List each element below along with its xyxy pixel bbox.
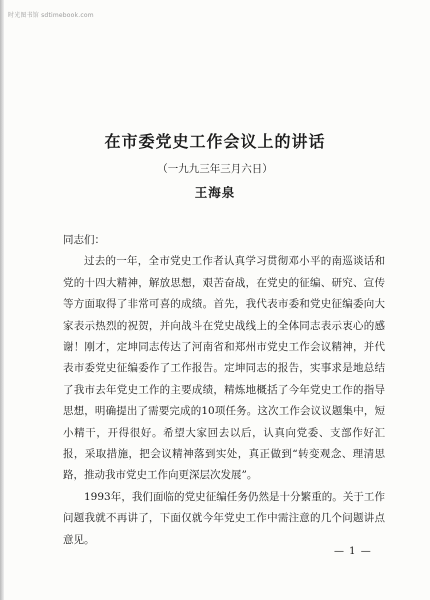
watermark: 时光图书馆 sdtimebook.com [8, 12, 94, 19]
paragraph: 过去的一年，全市党史工作者认真学习贯彻邓小平的南巡谈话和党的十四大精神，解放思想，艰苦奋战，在党史的征编、研究、宣传等方面取得了非常可喜的成绩。首先，我代表市委和党史征编委向大家表示热烈的祝贺，并向战斗在党史战线上的全体同志表示衷心的感谢！刚才，定坤同志传达了河南省和郑州市党史工作会议精神，并代表市委党史征编委作了工作报告。定坤同志的报告，实事求是地总结了我市去年党史工作的主要成绩，精炼地概括了今年党史工作的指导思想，明确提出了需要完成的10项任务。这次工作会议议题集中，短小精干，开得很好。希望大家回去以后，认真向党委、支部作好汇报，采取措施，把会议精神落到实处，真正做到“转变观念、理清思路，推动我市党史工作向更深层次发展”。 [63, 255, 385, 482]
salutation: 同志们： [63, 234, 105, 246]
speech-date: （一九九三年三月六日） [157, 163, 273, 175]
page-title: 在市委党史工作会议上的讲话 [104, 132, 326, 151]
paragraph: 1993年，我们面临的党史征编任务仍然是十分繁重的。关于工作问题我就不再讲了，下面仅就今年党史工作中需注意的几个问题讲点意见。 [63, 490, 385, 546]
speech-body [63, 230, 385, 551]
page-number: — 1 — [334, 546, 372, 557]
author-name: 王海泉 [194, 185, 236, 200]
scan-edge-shadow [0, 0, 4, 600]
